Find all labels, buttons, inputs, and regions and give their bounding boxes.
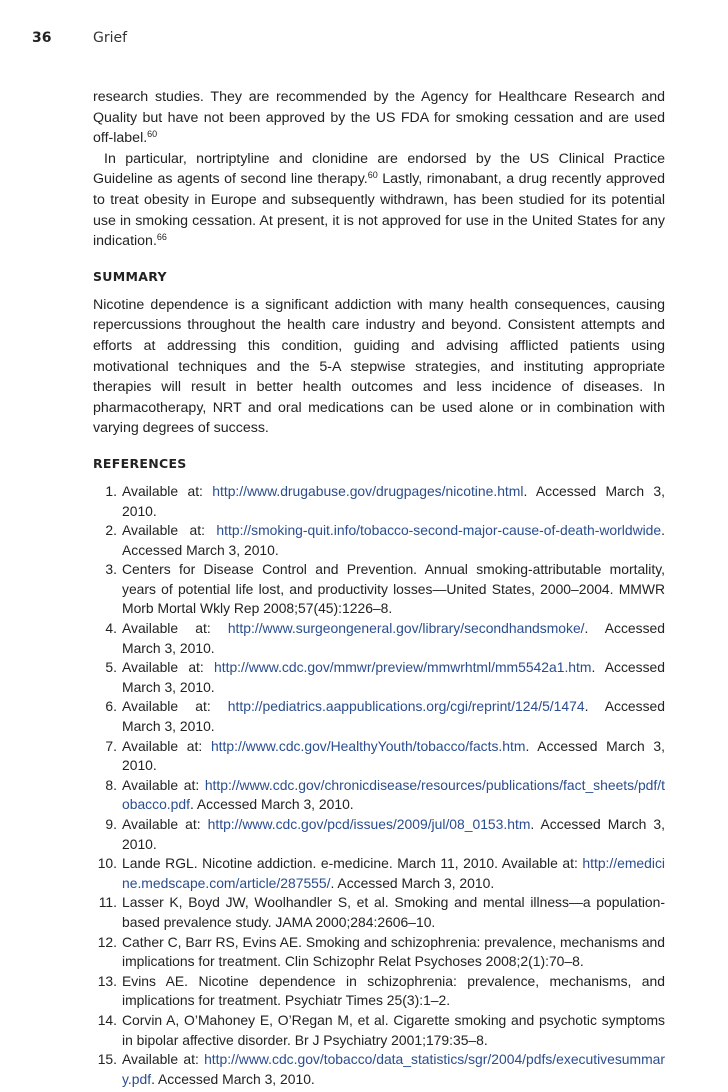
citation-superscript: 60 [147,129,158,140]
reference-number: 14. [97,1011,117,1028]
reference-link[interactable]: http://emedicine.medscape.com/article/287555/ [122,855,665,891]
reference-item [93,972,665,1011]
reference-number: 9. [105,816,117,832]
reference-text: . Accessed March 3, 2010. [122,620,665,656]
reference-number: 8. [105,776,117,793]
reference-text: . Accessed March 3, 2010. [122,522,665,558]
reference-text: . Accessed March 3, 2010. [122,698,665,735]
reference-text: Lasser K, Boyd JW, Woolhandler S, et al. Smoking and mental illness—a population-based prevalence study. JAMA 2000;284:2606–10. [122,894,665,930]
reference-text: Available at: [122,1051,205,1068]
reference-item [93,893,665,932]
reference-number: 4. [105,620,117,637]
reference-text: Evins AE. Nicotine dependence in schizophrenia: prevalence, mechanisms, and implications for treatment. Psychiatr Times 25(3):1–2. [122,972,665,1009]
reference-item [93,482,665,521]
reference-text: Available at: [122,522,217,539]
reference-number: 3. [105,561,117,578]
summary-paragraph: Nicotine dependence is a significant addiction with many health consequences, causing repercussions throughout the health care industry and beyond. Consistent attempts and efforts at addressing this condition, guiding and advising afflicted patients using motivational techniques and the 5-A stepwise strategies, and instituting appropriate therapies will result in better health outcomes and less incidence of diseases. In pharmacotherapy, NRT and oral medications can be used alone or in combination with varying degrees of success. [93,296,665,437]
reference-text: Cather C, Barr RS, Evins AE. Smoking and schizophrenia: prevalence, mechanisms and implications for treatment. Clin Schizophr Relat Psychoses 2008;2(1):70–8. [122,933,665,970]
reference-number: 13. [97,972,117,989]
reference-number: 5. [105,659,117,676]
reference-link[interactable]: http://www.cdc.gov/HealthyYouth/tobacco/facts.htm [210,737,526,754]
page-content [93,87,665,1089]
reference-text: . Accessed March 3, 2010. [189,796,354,813]
citation-superscript: 66 [156,232,167,243]
reference-item [93,815,665,854]
reference-text: Available at: [122,816,208,832]
reference-text: Available at: [122,482,213,499]
reference-text: Available at: [122,698,228,715]
reference-link[interactable]: http://www.cdc.gov/chronicdisease/resources/publications/fact_sheets/pdf/tobacco.pdf [122,776,665,813]
references-heading: REFERENCES [93,455,187,471]
reference-link[interactable]: http://www.drugabuse.gov/drugpages/nicotine.html [212,482,524,499]
paragraph-text: In particular, nortriptyline and clonidine are endorsed by the US Clinical Practice Guideline as agents of second line therapy. [93,150,665,188]
paragraph-text: Lastly, rimonabant, a drug recently approved to treat obesity in Europe and subsequently withdrawn, has been studied for its potential use in smoking cessation. At present, it is not approved for use in the United States for any indication. [93,171,665,250]
body-paragraph-2 [93,149,665,252]
page-number: 36 [32,30,52,46]
reference-text: Available at: [122,659,214,676]
reference-number: 10. [97,855,117,872]
summary-heading: SUMMARY [93,268,167,284]
reference-text: Available at: [122,776,205,793]
body-paragraph-1 [93,87,665,149]
paragraph-text: research studies. They are recommended by the Agency for Healthcare Research and Quality but have not been approved by the US FDA for smoking cessation and are used off-label. [93,89,665,147]
reference-item [93,619,665,658]
reference-text: . Accessed March 3, 2010. [122,737,665,774]
reference-number: 2. [105,522,117,539]
reference-number: 6. [105,698,117,715]
reference-link[interactable]: http://www.cdc.gov/tobacco/data_statistics/sgr/2004/pdfs/executivesummary.pdf [122,1051,665,1087]
reference-number: 15. [97,1051,117,1068]
reference-text: Available at: [122,737,211,754]
reference-item [93,658,665,697]
citation-superscript: 60 [367,170,378,181]
reference-item [93,776,665,815]
running-title: Grief [93,30,128,46]
reference-link[interactable]: http://pediatrics.aappublications.org/cgi/reprint/124/5/1474 [227,698,585,715]
reference-item [93,933,665,972]
reference-number: 1. [105,482,117,499]
reference-text: Available at: [122,620,228,637]
reference-item [93,737,665,776]
reference-text: Corvin A, O’Mahoney E, O’Regan M, et al. Cigarette smoking and psychotic symptoms in bipolar affective disorder. Br J Psychiatry 2001;179:35–8. [122,1011,665,1048]
reference-item [93,1011,665,1050]
reference-link[interactable]: http://www.cdc.gov/pcd/issues/2009/jul/08_0153.htm [207,816,531,832]
reference-text: . Accessed March 3, 2010. [122,482,665,519]
reference-text: Lande RGL. Nicotine addiction. e-medicine. March 11, 2010. Available at: [122,855,583,872]
reference-item [93,560,665,619]
reference-item [93,1050,665,1089]
reference-text: Centers for Disease Control and Prevention. Annual smoking-attributable mortality, years of potential life lost, and productivity losses—United States, 2000–2004. MMWR Morb Mortal Wkly Rep 2008;57(45):1226–8. [122,561,665,617]
reference-item [93,697,665,736]
reference-number: 12. [97,933,117,950]
reference-text: . Accessed March 3, 2010. [122,659,665,695]
reference-number: 11. [98,894,117,911]
reference-link[interactable]: http://www.cdc.gov/mmwr/preview/mmwrhtml/mm5542a1.htm [214,659,592,676]
reference-item [93,521,665,560]
reference-text: . Accessed March 3, 2010. [151,1070,315,1087]
reference-text: . Accessed March 3, 2010. [330,874,495,891]
reference-list [93,482,665,1089]
reference-link[interactable]: http://www.surgeongeneral.gov/library/secondhandsmoke/ [227,620,585,637]
reference-item [93,854,665,893]
reference-text: . Accessed March 3, 2010. [122,816,666,852]
reference-link[interactable]: http://smoking-quit.info/tobacco-second-major-cause-of-death-worldwide [216,522,662,539]
reference-number: 7. [105,737,117,754]
